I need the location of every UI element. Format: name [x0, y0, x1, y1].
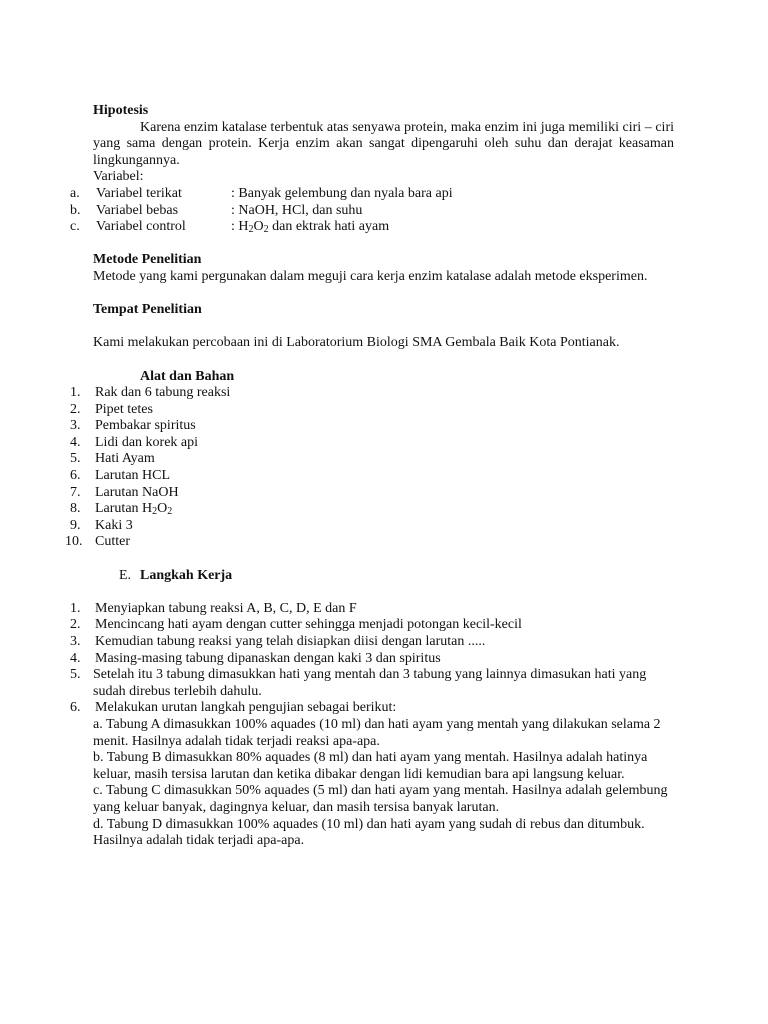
list-item: 8. Larutan $H_2O_2$	[70, 501, 173, 518]
variabel-name: Variabel control	[96, 219, 186, 235]
hipotesis-paragraph: Karena enzim katalase terbentuk atas senyawa protein, maka enzim ini juga memiliki ciri – ciri yang sama dengan protein. Kerja enzim akan sangat dipengaruhi oleh suhu dan derajat keasaman lingkungannya.	[93, 119, 674, 168]
alat-heading: Alat dan Bahan	[140, 368, 235, 384]
variabel-marker: a.	[70, 185, 80, 201]
list-item: 2. Mencincang hati ayam dengan cutter sehingga menjadi potongan kecil-kecil	[70, 617, 522, 633]
tempat-text: Kami melakukan percobaan ini di Laboratorium Biologi SMA Gembala Baik Kota Pontianak.	[93, 335, 620, 351]
variabel-value: : $H_2O_2$ dan ektrak hati ayam	[231, 219, 390, 236]
list-item: 10. Cutter	[65, 534, 130, 550]
variabel-name: Variabel bebas	[96, 202, 179, 218]
langkah-heading	[0, 568, 768, 585]
list-item: 3. Pembakar spiritus	[70, 418, 196, 434]
list-item: 2. Pipet tetes	[70, 401, 153, 417]
sub-step-c: c. Tabung C dimasukkan 50% aquades (5 ml) dan hati ayam yang mentah. Hasilnya adalah gelembung yang keluar banyak, dagingnya keluar, dan masih tersisa banyak larutan.	[93, 783, 668, 815]
section-marker: E.	[119, 567, 132, 583]
variabel-value: : NaOH, HCl, dan suhu	[231, 202, 363, 218]
metode-heading: Metode Penelitian	[93, 252, 202, 268]
list-item: 4. Masing-masing tabung dipanaskan dengan kaki 3 dan spiritus	[70, 650, 441, 666]
variabel-marker: c.	[70, 219, 80, 235]
sub-step-a: a. Tabung A dimasukkan 100% aquades (10 ml) dan hati ayam yang mentah yang dilakukan selama 2 menit. Hasilnya adalah tidak terjadi reaksi apa-apa.	[93, 716, 661, 749]
variabel-row-control	[0, 219, 768, 236]
list-item: 9. Kaki 3	[70, 517, 133, 533]
list-item: 3. Kemudian tabung reaksi yang telah disiapkan diisi dengan larutan .....	[70, 634, 486, 649]
variabel-row-terikat	[0, 186, 768, 203]
variabel-marker: b.	[70, 202, 81, 218]
list-item: 7. Larutan NaOH	[70, 484, 179, 500]
langkah-title: Langkah Kerja	[140, 567, 233, 583]
variabel-value: : Banyak gelembung dan nyala bara api	[231, 185, 453, 201]
list-item: 4. Lidi dan korek api	[70, 434, 199, 450]
list-item: 1. Menyiapkan tabung reaksi A, B, C, D, E dan F	[70, 600, 357, 616]
metode-text: Metode yang kami pergunakan dalam meguji cara kerja enzim katalase adalah metode eksperimen.	[93, 268, 648, 284]
list-item: 5. Setelah itu 3 tabung dimasukkan hati yang mentah dan 3 tabung yang lainnya dimasukan hati yang sudah direbus terlebih dahulu.	[70, 667, 647, 699]
list-item: 5. Hati Ayam	[70, 451, 155, 467]
document-body	[0, 103, 768, 850]
sub-step-b: b. Tabung B dimasukkan 80% aquades (8 ml) dan hati ayam yang mentah. Hasilnya adalah hatinya keluar, masih tersisa larutan dan ketika dibakar dengan lidi kemudian bara api langsung keluar.	[93, 750, 648, 782]
tempat-heading: Tempat Penelitian	[93, 302, 202, 318]
hipotesis-heading: Hipotesis	[93, 103, 149, 118]
list-item: 1. Rak dan 6 tabung reaksi	[70, 385, 231, 401]
list-item: 6. Melakukan urutan langkah pengujian sebagai berikut:	[70, 700, 397, 716]
variabel-label: Variabel:	[93, 169, 144, 185]
list-item: 6. Larutan HCL	[70, 468, 171, 484]
variabel-row-bebas	[0, 203, 768, 220]
sub-step-d: d. Tabung D dimasukkan 100% aquades (10 ml) dan hati ayam yang sudah di rebus dan ditumbuk. Hasilnya adalah tidak terjadi apa-apa.	[93, 816, 645, 849]
variabel-name: Variabel terikat	[96, 185, 182, 201]
